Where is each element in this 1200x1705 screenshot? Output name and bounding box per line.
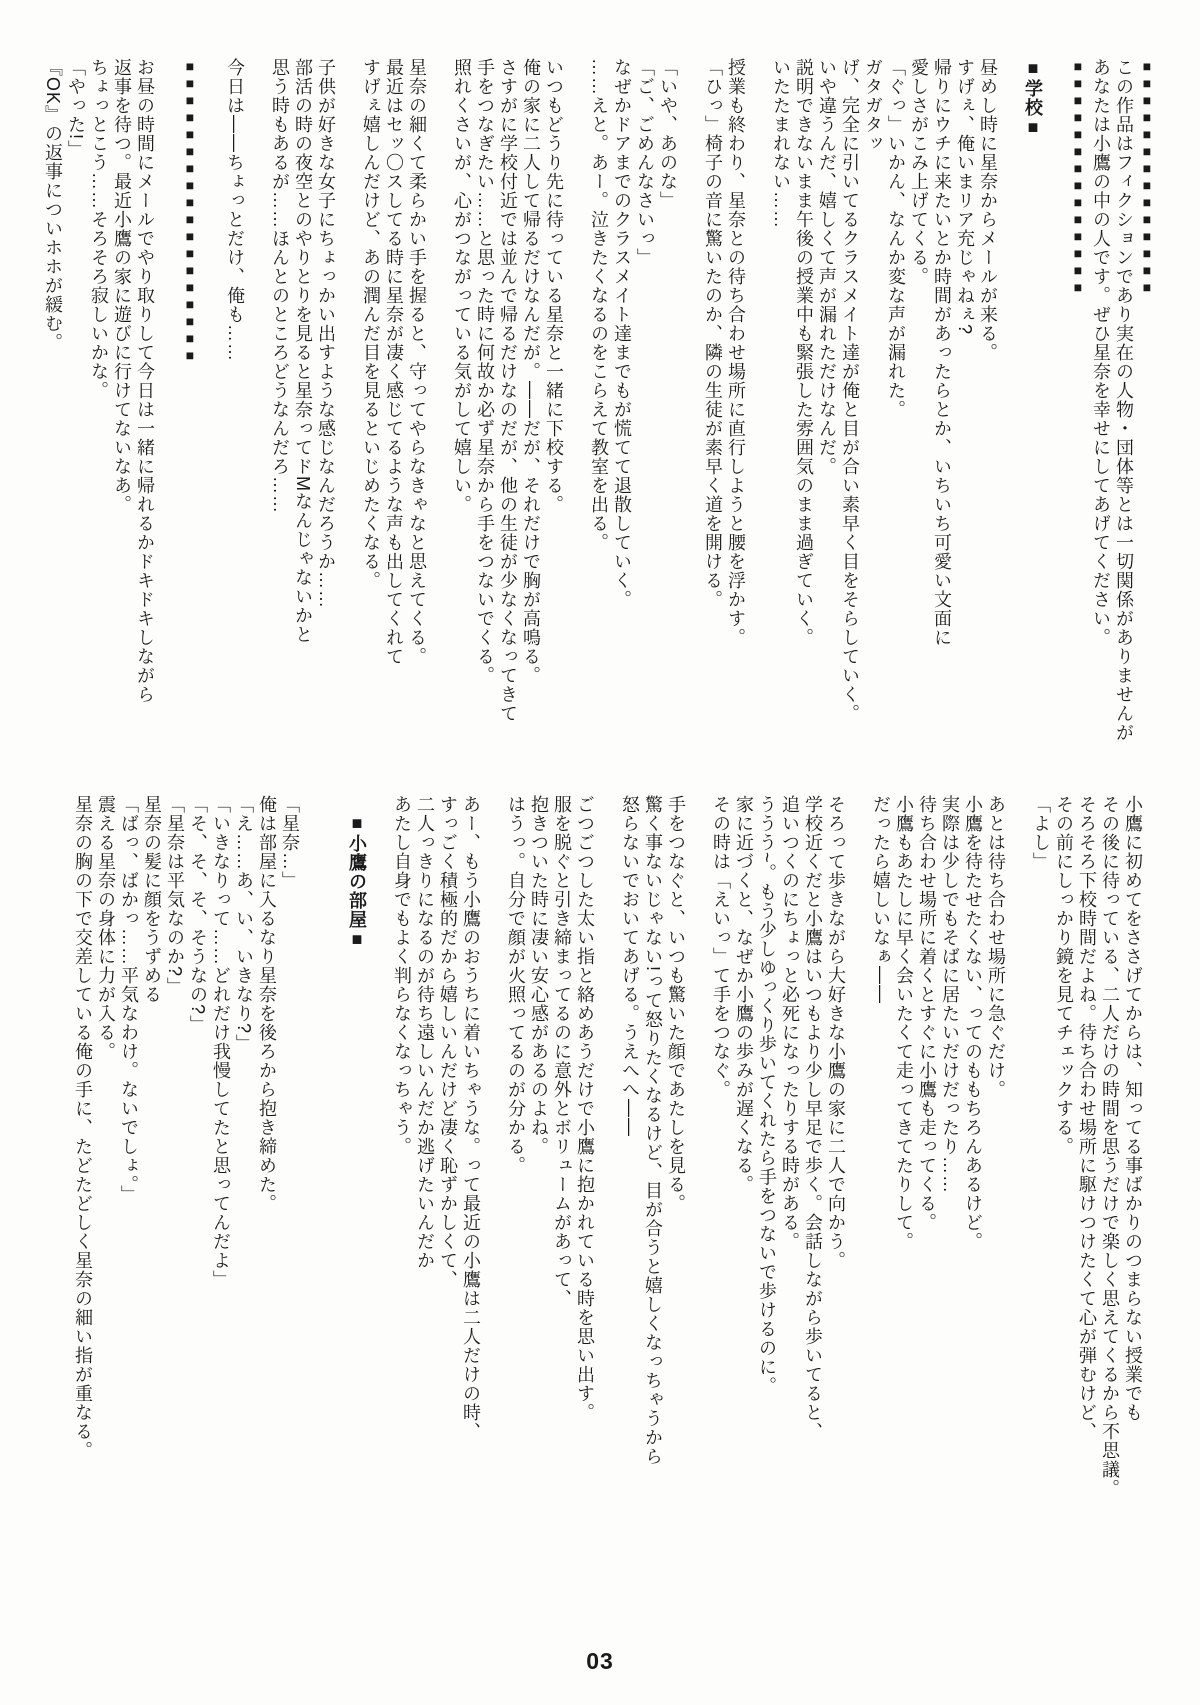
text-column: 抱きついた時に凄い安心感があるのよね。	[529, 795, 549, 1156]
column-gap	[301, 795, 323, 1510]
text-column: あとは待ち合わせ場所に急ぐだけ。	[986, 795, 1006, 1099]
text-column: あたし自身でもよく判らなくなっちゃう。	[392, 795, 412, 1156]
censor-squares-divider: ■■■■■■■■■■■■■■	[1139, 58, 1155, 296]
text-column: 小鷹に初めてをささげてからは、知ってる事ばかりのつまらない授業でも	[1123, 795, 1143, 1422]
text-column: 家に近づくと、なぜか小鷹の歩みが遅くなる。	[734, 795, 754, 1194]
column-gap	[246, 58, 268, 753]
section-header: ■学校■	[1023, 58, 1043, 138]
text-column: すげぇ嬉しんだけど、あの潤んだ目を見るといじめたくなる。	[361, 58, 381, 590]
text-column: ううう~。もう少しゆっくり歩いてくれたら手をつないで歩けるのに。	[757, 795, 777, 1396]
text-column: 「そ、そ、そ、そうなの?」	[188, 795, 208, 1035]
text-column: 「ひっ」椅子の音に驚いたのか、隣の生徒が素早く道を開ける。	[703, 58, 723, 609]
column-gap	[999, 58, 1021, 753]
column-gap	[596, 795, 618, 1510]
text-column: 俺の家に二人して帰るだけなんだが。――だが、それだけで胸が高鳴る。	[521, 58, 541, 685]
text-column: 昼めし時に星奈からメールが来る。	[978, 58, 998, 362]
text-column: 説明できないまま午後の授業中も緊張した雰囲気のまま過ぎていく。	[794, 58, 814, 647]
text-column: ちょっとこう……そろそろ寂しいかな。	[89, 58, 109, 400]
text-column: 小鷹もあたしに早く会いたくて走ってきてたりして。	[894, 795, 914, 1251]
text-column: 手をつなぎたい……と思った時に何故か必ず星奈から手をつないでくる。	[475, 58, 495, 685]
text-column: 「ばっ、ばかっ……平気なわけ。ないでしょ。」	[119, 795, 139, 1204]
column-gap	[747, 58, 769, 753]
text-column: 星奈の胸の下で交差している俺の手に、たどたどしく星奈の細い指が重なる。	[73, 795, 93, 1460]
column-gap	[323, 795, 345, 1510]
text-column: すげぇ、俺いまリア充じゃねぇ?	[955, 58, 975, 336]
text-column: 最近はセッ〇スしてる時に星奈が凄く感じてるような声も出してくれて	[384, 58, 404, 666]
text-column: 震える星奈の身体に力が入る。	[96, 795, 116, 1061]
text-column: 「星奈…」	[280, 795, 300, 890]
column-gap	[337, 58, 359, 753]
text-column: 実際は少しでもそばに居たいだけだったり……	[940, 795, 960, 1194]
column-gap	[847, 795, 869, 1510]
text-column: お昼の時間にメールでやり取りして今日は一緒に帰れるかドキドキしながら	[135, 58, 155, 704]
column-gap	[482, 795, 504, 1510]
text-column: 「よし」	[1031, 795, 1051, 871]
text-column: 部活の時の夜空とのやりとりを見ると星奈ってドMなんじゃないかと	[293, 58, 313, 644]
text-column: 授業も終わり、星奈との待ち合わせ場所に直行しようと腰を浮かす。	[726, 58, 746, 647]
column-gap	[156, 58, 178, 753]
text-column: 思う時もあるが……ほんとのところどうなんだろ……	[270, 58, 290, 514]
text-column: ……えと。あー。泣きたくなるのをこらえて教室を出る。	[589, 58, 609, 552]
text-column: いつもどうり先に待っている星奈と一緒に下校する。	[544, 58, 564, 514]
text-column: 子供が好きな女子にちょっかい出すような感じなんだろうか……	[316, 58, 336, 609]
page-number: 03	[586, 1648, 614, 1674]
text-column: すっごく積極的だから嬉しいんだけど凄く恥ずかしくて、	[438, 795, 458, 1289]
text-column: さすがに学校付近では並んで帰るだけなのだが、他の生徒が少なくなってきて	[498, 58, 518, 723]
text-column: ガタガタッ	[863, 58, 883, 153]
text-column: 星奈の髪に顔をうずめる	[142, 795, 162, 1004]
text-column: その前にしっかり鏡を見てチェックする。	[1054, 795, 1074, 1156]
text-column: 二人っきりになるのが待ち遠しいんだか逃げたいんだか	[415, 795, 435, 1270]
text-column: 「やった!」	[66, 58, 86, 160]
column-gap	[368, 795, 390, 1510]
column-gap	[1007, 795, 1029, 1510]
text-column: 学校近くだと小鷹はいつもより少し早足で歩く。会話しながら歩いてると、	[803, 795, 823, 1441]
text-column: 小鷹を待たせたくない、ってのももちろんあるけど。	[963, 795, 983, 1251]
text-column: 星奈の細くて柔らかい手を握ると、守ってやらなきゃなと思えてくる。	[407, 58, 427, 666]
text-column: 『OK』の返事についホホが緩む。	[43, 58, 63, 353]
story-text-block-bottom	[71, 795, 1144, 1510]
text-column: いや違うんだ、嬉しくて声が漏れただけなんだ。	[817, 58, 837, 476]
text-column: げ、完全に引いてるクラスメイト達が俺と目が合い素早く目をそらしていく。	[840, 58, 860, 723]
text-column: あー、もう小鷹のおうちに着いちゃうな。って最近の小鷹は二人だけの時、	[461, 795, 481, 1441]
text-column: その時は「えいっ」て手をつなぐ。	[711, 795, 731, 1099]
text-column: 今日は――ちょっとだけ、俺も……	[225, 58, 245, 362]
text-column: 愛しさがこみ上げてくる。	[909, 58, 929, 286]
column-gap	[1044, 58, 1066, 753]
text-column: その後に待っている、二人だけの時間を思うだけで楽しく思えてくるから不思議。	[1100, 795, 1120, 1498]
column-gap	[428, 58, 450, 753]
column-gap	[687, 795, 709, 1510]
text-column: だったら嬉しいなぁ――	[871, 795, 891, 1004]
text-column: 怒らないでおいてあげる。うえへへ――	[620, 795, 640, 1137]
text-column: 「いや、あのな」	[658, 58, 678, 210]
section-header: ■小鷹の部屋■	[347, 813, 367, 950]
text-column: 手をつなぐと、いつも驚いた顔であたしを見る。	[666, 795, 686, 1213]
text-column: 「ぐっ」いかん、なんか変な声が漏れた。	[886, 58, 906, 419]
text-column: なぜかドアまでのクラスメイト達までもが慌てて退散していく。	[612, 58, 632, 609]
text-column: 「ご、ごめんなさいっ」	[635, 58, 655, 267]
column-gap	[201, 58, 223, 753]
text-column: そろって歩きながら大好きな小鷹の家に二人で向かう。	[826, 795, 846, 1270]
censor-squares-divider: ■■■■■■■■■■■■■■■■■■	[182, 58, 198, 364]
column-gap	[565, 58, 587, 753]
censor-squares-divider: ■■■■■■■■■■■■■■	[1070, 58, 1086, 296]
text-column: 「いきなりって……どれだけ我慢してたと思ってんだよ」	[211, 795, 231, 1289]
text-column: はうっ。自分で顔が火照ってるのが分かる。	[506, 795, 526, 1175]
text-column: 照れくさいが、心がつながっている気がして嬉しい。	[452, 58, 472, 514]
text-column: 驚く事ないじゃない!って怒りたくなるけど、目が合うと嬉しくなっちゃうから	[643, 795, 663, 1467]
text-column: 帰りにウチに来たいとか時間があったらとか、いちいち可愛い文面に	[932, 58, 952, 647]
text-column: 俺は部屋に入るなり星奈を後ろから抱き締めた。	[257, 795, 277, 1213]
text-column: そろそろ下校時間だよね。待ち合わせ場所に駆けつけたくて心が弾むけど、	[1077, 795, 1097, 1441]
text-column: 待ち合わせ場所に着くとすぐに小鷹も走ってくる。	[917, 795, 937, 1232]
text-column: 「星奈は平気なのか?」	[165, 795, 185, 997]
text-column: あなたは小鷹の中の人です。ぜひ星奈を幸せにしてあげてください。	[1091, 58, 1111, 647]
column-gap	[679, 58, 701, 753]
text-column: 服を脱ぐと引き締まってるのに意外とボリュームがあって、	[552, 795, 572, 1308]
text-column: 追いつくのにちょっと必死になったりする時がある。	[780, 795, 800, 1251]
story-text-block-top	[41, 58, 1158, 753]
text-column: 「え……あ、い、いきなり?」	[234, 795, 254, 1054]
text-column: この作品はフィクションであり実在の人物・団体等とは一切関係がありませんが	[1114, 58, 1134, 742]
text-column: いたたまれない……	[771, 58, 791, 229]
text-column: ごつごつした太い指と絡めあうだけで小鷹に抱かれている時を思い出す。	[575, 795, 595, 1422]
text-column: 返事を待つ。最近小鷹の家に遊びに行けてないなあ。	[112, 58, 132, 514]
